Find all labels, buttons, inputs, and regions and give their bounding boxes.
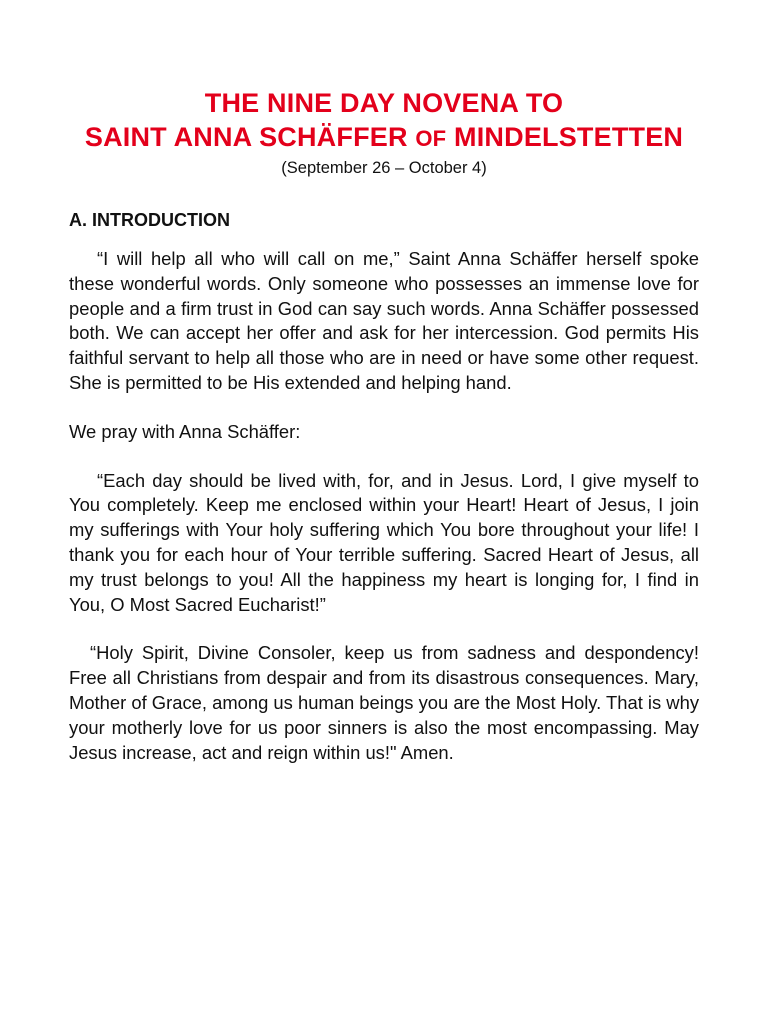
title-line-2-part2: MINDELSTETTEN bbox=[446, 122, 684, 152]
title-line-2-part1: SAINT ANNA SCHÄFFER bbox=[84, 122, 416, 152]
title-line-2-of: OF bbox=[415, 126, 447, 151]
paragraph-introduction: “I will help all who will call on me,” Saint Anna Schäffer herself spoke these wonderful words. Only someone who possesses an immense love for people and a firm trust in God can say such words. Anna Schäffer possessed both. We can accept her offer and ask for her intercession. God permits His faithful servant to help all those who are in need or have some other request. She is permitted to be His extended and helping hand. bbox=[69, 248, 699, 393]
paragraph-pray-with: We pray with Anna Schäffer: bbox=[69, 420, 301, 442]
title-line-2 bbox=[0, 120, 768, 156]
novena-dates: (September 26 – October 4) bbox=[281, 159, 487, 177]
paragraph-prayer-holy-spirit: “Holy Spirit, Divine Consoler, keep us from sadness and despondency! Free all Christians from despair and from its disastrous consequences. Mary, Mother of Grace, among us human beings you are the Most Holy. That is why your motherly love for us poor sinners is also the most encompassing. May Jesus increase, act and reign within us!" Amen. bbox=[69, 642, 700, 763]
section-heading: A. INTRODUCTION bbox=[69, 210, 230, 230]
title-line-1: THE NINE DAY NOVENA TO bbox=[204, 88, 564, 118]
paragraph-prayer-jesus: “Each day should be lived with, for, and in Jesus. Lord, I give myself to You completely. Keep me enclosed within your Heart! Heart of Jesus, I join my sufferings with Your holy suffering which You bore throughout your life! I thank you for each hour of Your terrible suffering. Sacred Heart of Jesus, all my trust belongs to you! All the happiness my heart is longing for, I find in You, O Most Sacred Eucharist!” bbox=[69, 469, 699, 615]
document-body bbox=[69, 208, 699, 789]
title-block bbox=[0, 86, 768, 179]
